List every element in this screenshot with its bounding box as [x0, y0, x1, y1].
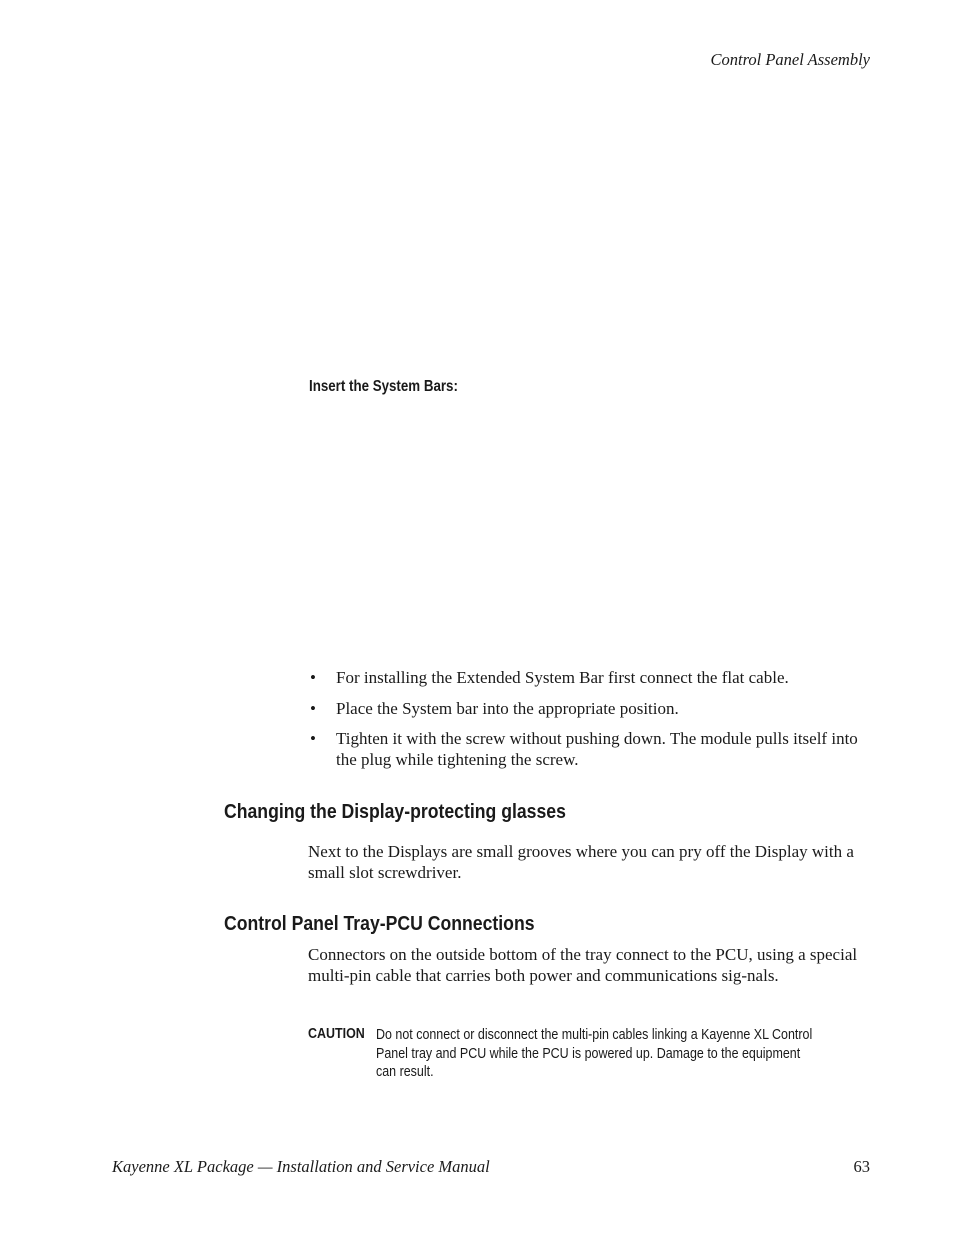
list-item-text: Tighten it with the screw without pushing down. The module pulls itself into the plug while tightening the screw. [336, 729, 858, 769]
bullet-icon: • [310, 668, 316, 687]
display-glasses-paragraph: Next to the Displays are small grooves where you can pry off the Display with a small slot screwdriver. [308, 842, 854, 882]
list-item-text: Place the System bar into the appropriate position. [336, 698, 679, 718]
bullet-icon: • [310, 698, 316, 718]
page-number: 63 [853, 1157, 870, 1176]
list-item [309, 729, 869, 770]
running-header: Control Panel Assembly [710, 50, 870, 69]
caution-text: Do not connect or disconnect the multi-pin cables linking a Kayenne XL Control Panel tray and PCU while the PCU is powered up. Damage to the equipment can result. [376, 1027, 813, 1080]
bullet-icon: • [310, 729, 316, 748]
list-item [309, 668, 869, 689]
list-item-text: For installing the Extended System Bar first connect the flat cable. [336, 668, 789, 687]
insert-system-bars-heading: Insert the System Bars: [309, 378, 458, 395]
system-bar-steps-list [309, 668, 869, 780]
list-item [309, 699, 869, 720]
footer-manual-title: Kayenne XL Package — Installation and Service Manual [112, 1157, 490, 1176]
display-glasses-heading: Changing the Display-protecting glasses [224, 800, 566, 823]
tray-pcu-heading: Control Panel Tray-PCU Connections [224, 912, 535, 935]
tray-pcu-paragraph: Connectors on the outside bottom of the tray connect to the PCU, using a special multi-pin cable that carries both power and communications sig-nals. [308, 945, 858, 985]
caution-label: CAUTION [308, 1026, 365, 1042]
